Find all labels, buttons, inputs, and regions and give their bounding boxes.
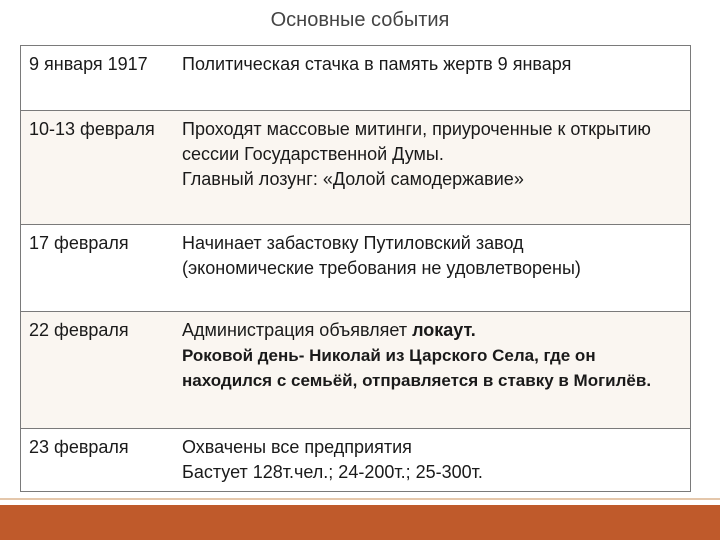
event-text: Начинает забастовку Путиловский завод <box>182 233 524 253</box>
event-description <box>174 46 691 111</box>
event-date: 23 февраля <box>21 429 175 492</box>
slide-title: Основные события <box>270 9 450 31</box>
table-row <box>21 46 691 111</box>
event-text: Охвачены все предприятия <box>182 437 412 457</box>
event-text-secondary: Роковой день- Николай из Царского Села, где он находился с семьёй, отправляется в ставку в Могилёв. <box>182 346 652 390</box>
event-description <box>174 312 691 429</box>
table-row <box>21 312 691 429</box>
table-row <box>21 225 691 312</box>
event-text: Политическая стачка в память жертв 9 января <box>182 54 572 74</box>
footer-bar <box>0 505 720 540</box>
event-description <box>174 429 691 492</box>
event-description <box>174 225 691 312</box>
event-text-line <box>182 318 680 343</box>
event-text: Проходят массовые митинги, приуроченные к открытию сессии Государственной Думы. <box>182 119 651 164</box>
event-text: Администрация объявляет <box>182 320 413 340</box>
event-text-secondary: (экономические требования не удовлетворены) <box>182 258 581 278</box>
event-date: 9 января 1917 <box>21 46 175 111</box>
events-table <box>20 45 691 492</box>
event-text-secondary: Главный лозунг: «Долой самодержавие» <box>182 169 524 189</box>
event-text-emphasis: локаут. <box>412 320 476 340</box>
footer-divider <box>0 498 720 500</box>
event-description <box>174 111 691 225</box>
event-date: 10-13 февраля <box>21 111 175 225</box>
event-text-secondary: Бастует 128т.чел.; 24-200т.; 25-300т. <box>182 462 483 482</box>
event-date: 22 февраля <box>21 312 175 429</box>
table-row <box>21 111 691 225</box>
event-date: 17 февраля <box>21 225 175 312</box>
table-row <box>21 429 691 492</box>
